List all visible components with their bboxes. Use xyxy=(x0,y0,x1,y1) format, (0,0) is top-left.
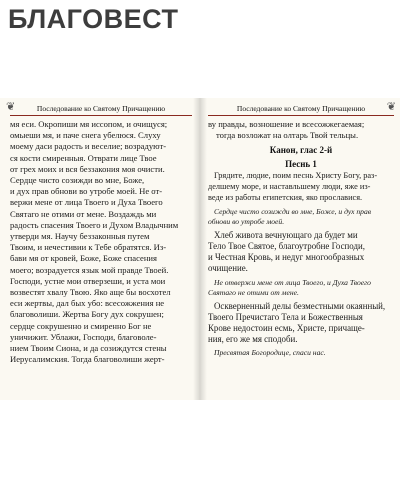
running-head-text: Последование ко Святому Причащению xyxy=(36,104,166,113)
text-line: Твоего Пречистаго Тела и Божественныя xyxy=(208,311,363,322)
text-line: нием Твоим Сиона, и да созиждутся стены xyxy=(10,343,167,354)
text-line: утверди мя. Научу беззаконныя путем xyxy=(10,231,150,242)
right-page xyxy=(200,98,400,400)
text-line: еси жертвы, дал бых убо: всесожжения не xyxy=(10,298,165,309)
refrain-text: Сердце чисто созижди во мне, Боже, и дух прав обнови во утробе моей. xyxy=(208,206,372,226)
troparion-text xyxy=(208,301,394,346)
text-line: мя еси. Окропиши мя иссопом, и очищуся; xyxy=(10,119,168,129)
left-page xyxy=(0,98,200,400)
refrain-text: Не отвержи мене от лица Твоего, и Духа Твоего Святаго не отими от мене. xyxy=(208,277,371,297)
text-line: Святаго не отими от мене. Воздаждь ми xyxy=(10,208,157,219)
text-line: Иерусалимския. Тогда благоволиши жерт- xyxy=(10,354,165,365)
text-line: ния, его же мя сподоби. xyxy=(208,334,298,345)
text-line: вержи мене от лица Твоего и Духа Твоего xyxy=(10,197,163,208)
text-line: ся кости смиренныя. Отврати лице Твое xyxy=(10,152,157,163)
ornament-icon: ❦ xyxy=(6,101,16,113)
text-line: Господи, устне мои отверзеши, и уста мои xyxy=(10,275,166,286)
canon-heading: Канон, глас 2-й xyxy=(269,145,333,156)
text-line: бави мя от кровей, Боже, Боже спасения xyxy=(10,253,157,264)
running-head-left xyxy=(6,101,192,116)
text-line: уничижит. Ублажи, Господи, благоволе- xyxy=(10,331,157,342)
text-line: Хлеб живота вечнующаго да будет ми xyxy=(214,229,358,240)
text-line: и дух прав обнови во утробе моей. Не от- xyxy=(10,186,163,197)
psalm-text xyxy=(10,119,192,365)
open-book xyxy=(0,98,400,400)
text-line: веде из работы египетския, яко прославися. xyxy=(208,193,363,202)
text-line: делшему море, и наставльшему люди, яже из- xyxy=(208,182,371,192)
ode-heading: Песнь 1 xyxy=(285,159,317,170)
ornament-icon: ❦ xyxy=(386,101,396,113)
book-gutter xyxy=(193,98,207,400)
text-line: омыеши мя, и паче снега убелюся. Слуху xyxy=(10,130,161,141)
irmos-text xyxy=(208,171,394,203)
text-line: от грех моих и вся беззакония моя очисти. xyxy=(10,163,165,174)
text-line: Грядите, людие, поим песнь Христу Богу, раз- xyxy=(214,171,378,181)
troparion-text xyxy=(208,230,394,275)
watermark-logo: БЛАГОВЕСТ xyxy=(8,4,179,34)
text-line: очищение. xyxy=(208,263,248,274)
text-line: Крове недостоин есмь, Христе, причаще- xyxy=(208,323,365,334)
text-line: возвестят хвалу Твою. Яко аще бы восхотел xyxy=(10,287,171,298)
text-line: тогда возложат на олтарь Твой тельцы. xyxy=(216,130,359,141)
text-line: Твоим, и нечестивии к Тебе обратятся. Из- xyxy=(10,242,167,253)
running-head-right xyxy=(208,101,396,116)
text-line: сердце сокрушенно и смиренно Бог не xyxy=(10,320,152,331)
text-line: радость спасения Твоего и Духом Владычним xyxy=(10,219,179,230)
text-line: Тело Твое Святое, благоутробне Господи, xyxy=(208,241,365,251)
text-line: Оскверненный делы безместными окаянный, xyxy=(214,300,386,311)
text-line: моего; возрадуется язык мой правде Твоей. xyxy=(10,264,169,275)
psalm-ending xyxy=(208,119,394,141)
refrain-text: Пресвятая Богородице, спаси нас. xyxy=(214,348,326,358)
text-line: моему даси радость и веселие; возрадуют- xyxy=(10,141,167,152)
text-line: Сердце чисто созижди во мне, Боже, xyxy=(10,175,145,186)
text-line: и Честная Кровь, и недуг многообразных xyxy=(208,252,365,263)
text-line: ву правды, возношение и всесожжегаемая; xyxy=(208,119,365,129)
running-head-text: Последование ко Святому Причащению xyxy=(236,104,366,113)
text-line: благоволиши. Жертва Богу дух сокрушен; xyxy=(10,309,164,320)
